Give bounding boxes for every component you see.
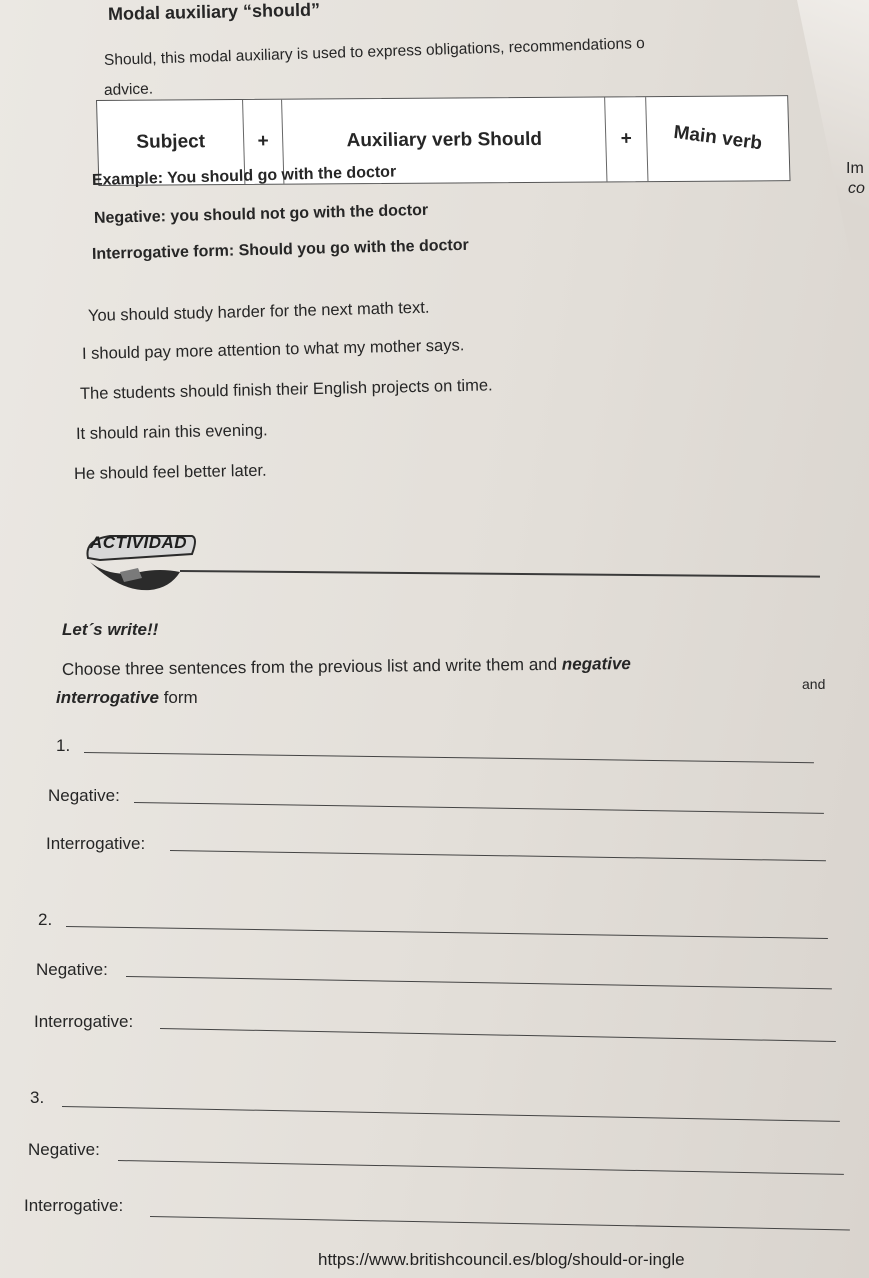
exercise-1-interrogative-label: Interrogative: bbox=[46, 834, 146, 853]
exercise-3-number: 3. bbox=[30, 1088, 45, 1107]
main-verb-cell: Main verb bbox=[672, 121, 764, 155]
intro-text: Should, this modal auxiliary is used to express obligations, recommendations o bbox=[103, 35, 646, 69]
instruction-bold-2: interrogative bbox=[56, 688, 159, 707]
exercise-3-negative-label: Negative: bbox=[28, 1140, 100, 1159]
exercise-2-number: 2. bbox=[38, 910, 53, 929]
sentence-1: You should study harder for the next math text. bbox=[87, 298, 430, 325]
example-sentence: Example: You should go with the doctor bbox=[91, 163, 397, 189]
instruction-text: Choose three sentences from the previous list and write them and bbox=[61, 654, 558, 679]
source-url[interactable]: https://www.britishcouncil.es/blog/should-or-ingle bbox=[318, 1250, 685, 1269]
exercise-3-interrogative-label: Interrogative: bbox=[24, 1196, 124, 1215]
page-title: Modal auxiliary “should” bbox=[107, 0, 321, 24]
instruction-bold: negative bbox=[561, 654, 631, 674]
sentence-2: I should pay more attention to what my mother says. bbox=[81, 336, 465, 363]
side-text-b: co bbox=[848, 180, 865, 197]
side-text-a: Im bbox=[846, 160, 864, 177]
subject-cell: Subject bbox=[97, 100, 245, 185]
auxiliary-cell: Auxiliary verb Should bbox=[282, 97, 607, 183]
sentence-4: It should rain this evening. bbox=[75, 421, 268, 443]
instruction-and: and bbox=[802, 676, 826, 692]
instruction-text-2: form bbox=[158, 688, 198, 707]
intro-text-cont: advice. bbox=[103, 80, 154, 99]
sentence-5: He should feel better later. bbox=[73, 461, 267, 483]
interrogative-example: Interrogative form: Should you go with the doctor bbox=[91, 236, 469, 263]
sentence-3: The students should finish their English projects on time. bbox=[79, 376, 493, 403]
plus-cell-1: + bbox=[243, 100, 284, 184]
activity-heading: Let´s write!! bbox=[62, 620, 159, 639]
activity-badge-text: ACTIVIDAD bbox=[90, 533, 188, 552]
instruction-line-2 bbox=[56, 688, 198, 708]
exercise-2-negative-label: Negative: bbox=[36, 960, 108, 979]
negative-example: Negative: you should not go with the doctor bbox=[93, 201, 429, 227]
exercise-1-number: 1. bbox=[56, 736, 71, 755]
exercise-1-negative-label: Negative: bbox=[48, 786, 120, 805]
exercise-2-interrogative-label: Interrogative: bbox=[34, 1012, 134, 1031]
plus-cell-2: + bbox=[605, 97, 648, 181]
